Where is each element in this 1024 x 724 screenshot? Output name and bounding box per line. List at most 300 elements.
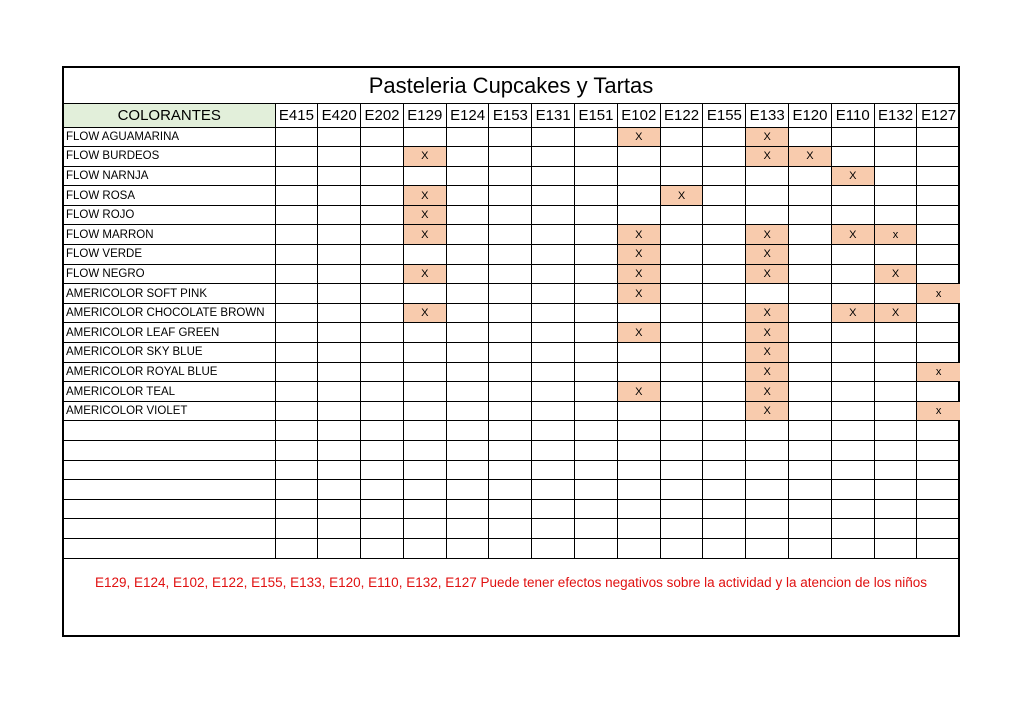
mark-cell xyxy=(789,303,832,323)
mark-cell-filled: X xyxy=(746,382,789,402)
mark-cell xyxy=(617,166,660,186)
mark-cell xyxy=(575,441,618,461)
colorant-name-cell: AMERICOLOR ROYAL BLUE xyxy=(64,362,275,382)
colorant-name-cell xyxy=(64,499,275,519)
mark-cell xyxy=(874,441,917,461)
mark-cell xyxy=(489,264,532,284)
mark-cell xyxy=(703,538,746,558)
mark-cell xyxy=(446,421,489,441)
mark-cell xyxy=(831,186,874,206)
mark-cell xyxy=(660,166,703,186)
mark-cell xyxy=(489,441,532,461)
mark-cell-filled: X xyxy=(746,245,789,265)
mark-cell xyxy=(403,421,446,441)
mark-cell xyxy=(489,284,532,304)
mark-cell xyxy=(874,538,917,558)
mark-cell xyxy=(575,264,618,284)
mark-cell xyxy=(446,303,489,323)
mark-cell xyxy=(318,284,361,304)
mark-cell xyxy=(318,264,361,284)
mark-cell xyxy=(532,441,575,461)
table-row xyxy=(64,186,960,206)
mark-cell xyxy=(575,166,618,186)
mark-cell xyxy=(532,519,575,539)
mark-cell xyxy=(789,480,832,500)
mark-cell xyxy=(617,401,660,421)
mark-cell-filled: X xyxy=(746,264,789,284)
code-header-e415: E415 xyxy=(275,104,318,127)
mark-cell xyxy=(874,401,917,421)
mark-cell xyxy=(874,245,917,265)
mark-cell xyxy=(660,147,703,167)
mark-cell xyxy=(703,284,746,304)
mark-cell xyxy=(575,127,618,147)
mark-cell xyxy=(361,127,404,147)
mark-cell xyxy=(361,225,404,245)
code-header-e202: E202 xyxy=(361,104,404,127)
mark-cell xyxy=(660,460,703,480)
mark-cell xyxy=(874,323,917,343)
mark-cell xyxy=(489,147,532,167)
mark-cell xyxy=(789,499,832,519)
mark-cell xyxy=(575,303,618,323)
mark-cell xyxy=(489,480,532,500)
mark-cell xyxy=(703,186,746,206)
mark-cell xyxy=(361,362,404,382)
colorant-name-cell: AMERICOLOR VIOLET xyxy=(64,401,275,421)
mark-cell xyxy=(275,519,318,539)
mark-cell xyxy=(575,205,618,225)
mark-cell xyxy=(361,323,404,343)
mark-cell xyxy=(874,186,917,206)
mark-cell xyxy=(660,264,703,284)
mark-cell xyxy=(703,166,746,186)
mark-cell xyxy=(403,499,446,519)
mark-cell xyxy=(275,421,318,441)
mark-cell xyxy=(874,460,917,480)
mark-cell xyxy=(575,460,618,480)
mark-cell xyxy=(917,538,960,558)
mark-cell xyxy=(489,166,532,186)
code-header-e127: E127 xyxy=(917,104,960,127)
colorant-name-cell: FLOW MARRON xyxy=(64,225,275,245)
mark-cell xyxy=(275,382,318,402)
mark-cell xyxy=(617,421,660,441)
mark-cell xyxy=(532,245,575,265)
mark-cell xyxy=(361,147,404,167)
mark-cell xyxy=(318,225,361,245)
mark-cell xyxy=(789,127,832,147)
mark-cell xyxy=(532,382,575,402)
mark-cell xyxy=(361,499,404,519)
mark-cell xyxy=(446,538,489,558)
colorant-name-cell: FLOW ROJO xyxy=(64,205,275,225)
mark-cell xyxy=(275,186,318,206)
mark-cell xyxy=(318,343,361,363)
mark-cell xyxy=(660,441,703,461)
mark-cell xyxy=(532,264,575,284)
mark-cell xyxy=(917,441,960,461)
table-row xyxy=(64,421,960,441)
mark-cell xyxy=(917,147,960,167)
colorant-name-cell: FLOW NARNJA xyxy=(64,166,275,186)
mark-cell xyxy=(831,519,874,539)
mark-cell xyxy=(275,205,318,225)
mark-cell xyxy=(446,499,489,519)
colorants-table xyxy=(64,104,960,559)
mark-cell xyxy=(575,284,618,304)
mark-cell xyxy=(660,401,703,421)
mark-cell xyxy=(831,323,874,343)
mark-cell xyxy=(446,460,489,480)
mark-cell xyxy=(489,343,532,363)
mark-cell xyxy=(446,382,489,402)
mark-cell xyxy=(789,382,832,402)
colorantes-header: COLORANTES xyxy=(64,104,275,127)
mark-cell xyxy=(275,245,318,265)
mark-cell-filled: X xyxy=(403,205,446,225)
mark-cell xyxy=(361,186,404,206)
mark-cell xyxy=(275,264,318,284)
mark-cell xyxy=(917,382,960,402)
table-row xyxy=(64,499,960,519)
mark-cell xyxy=(361,480,404,500)
mark-cell-filled: X xyxy=(617,323,660,343)
table-row xyxy=(64,147,960,167)
mark-cell xyxy=(874,147,917,167)
mark-cell xyxy=(660,205,703,225)
mark-cell xyxy=(917,186,960,206)
table-row xyxy=(64,264,960,284)
mark-cell-filled: X xyxy=(746,303,789,323)
mark-cell-filled: X xyxy=(617,284,660,304)
mark-cell xyxy=(446,225,489,245)
mark-cell xyxy=(789,538,832,558)
mark-cell xyxy=(446,480,489,500)
mark-cell xyxy=(660,225,703,245)
mark-cell xyxy=(318,382,361,402)
mark-cell-filled: X xyxy=(617,382,660,402)
mark-cell xyxy=(532,225,575,245)
mark-cell xyxy=(318,147,361,167)
mark-cell xyxy=(361,343,404,363)
table-row xyxy=(64,538,960,558)
mark-cell xyxy=(532,460,575,480)
mark-cell xyxy=(575,499,618,519)
mark-cell xyxy=(617,499,660,519)
mark-cell xyxy=(703,460,746,480)
mark-cell-filled: X xyxy=(617,264,660,284)
mark-cell xyxy=(575,480,618,500)
mark-cell xyxy=(660,343,703,363)
mark-cell xyxy=(361,421,404,441)
mark-cell xyxy=(874,421,917,441)
table-row xyxy=(64,225,960,245)
mark-cell xyxy=(275,480,318,500)
mark-cell xyxy=(789,245,832,265)
mark-cell xyxy=(874,362,917,382)
mark-cell xyxy=(489,382,532,402)
mark-cell-filled: X xyxy=(403,225,446,245)
mark-cell xyxy=(489,186,532,206)
mark-cell xyxy=(318,401,361,421)
mark-cell xyxy=(789,362,832,382)
table-row xyxy=(64,441,960,461)
mark-cell xyxy=(361,303,404,323)
mark-cell xyxy=(617,186,660,206)
mark-cell xyxy=(575,343,618,363)
mark-cell xyxy=(789,460,832,480)
mark-cell xyxy=(318,480,361,500)
mark-cell xyxy=(446,323,489,343)
mark-cell xyxy=(617,441,660,461)
mark-cell xyxy=(617,205,660,225)
mark-cell xyxy=(403,362,446,382)
mark-cell xyxy=(275,303,318,323)
mark-cell xyxy=(703,127,746,147)
mark-cell xyxy=(789,186,832,206)
mark-cell xyxy=(361,166,404,186)
mark-cell xyxy=(403,166,446,186)
mark-cell xyxy=(917,166,960,186)
mark-cell xyxy=(874,382,917,402)
mark-cell xyxy=(703,362,746,382)
mark-cell xyxy=(660,382,703,402)
mark-cell xyxy=(831,460,874,480)
mark-cell xyxy=(789,225,832,245)
mark-cell xyxy=(489,323,532,343)
mark-cell xyxy=(361,519,404,539)
mark-cell xyxy=(275,538,318,558)
colorant-name-cell: FLOW BURDEOS xyxy=(64,147,275,167)
mark-cell xyxy=(446,205,489,225)
mark-cell xyxy=(318,499,361,519)
mark-cell xyxy=(575,147,618,167)
mark-cell xyxy=(446,264,489,284)
mark-cell xyxy=(874,127,917,147)
mark-cell xyxy=(489,205,532,225)
mark-cell xyxy=(746,205,789,225)
mark-cell xyxy=(660,519,703,539)
mark-cell xyxy=(831,127,874,147)
mark-cell xyxy=(660,499,703,519)
mark-cell-filled: X xyxy=(403,186,446,206)
mark-cell xyxy=(831,362,874,382)
mark-cell xyxy=(703,441,746,461)
mark-cell xyxy=(318,421,361,441)
mark-cell xyxy=(446,343,489,363)
mark-cell xyxy=(446,166,489,186)
mark-cell-filled: X xyxy=(831,303,874,323)
mark-cell xyxy=(532,147,575,167)
mark-cell xyxy=(361,538,404,558)
mark-cell xyxy=(617,480,660,500)
mark-cell xyxy=(403,519,446,539)
mark-cell-filled: X xyxy=(874,264,917,284)
colorant-name-cell: AMERICOLOR TEAL xyxy=(64,382,275,402)
mark-cell xyxy=(575,382,618,402)
mark-cell xyxy=(703,264,746,284)
mark-cell xyxy=(318,127,361,147)
code-header-e132: E132 xyxy=(874,104,917,127)
mark-cell xyxy=(532,205,575,225)
table-row xyxy=(64,166,960,186)
mark-cell xyxy=(575,538,618,558)
mark-cell xyxy=(831,264,874,284)
mark-cell xyxy=(874,284,917,304)
mark-cell xyxy=(703,421,746,441)
table-row xyxy=(64,382,960,402)
mark-cell xyxy=(617,362,660,382)
mark-cell xyxy=(275,147,318,167)
mark-cell xyxy=(575,186,618,206)
mark-cell xyxy=(789,264,832,284)
mark-cell-filled: X xyxy=(831,166,874,186)
mark-cell xyxy=(917,245,960,265)
table-header-row xyxy=(64,104,960,127)
mark-cell xyxy=(831,147,874,167)
mark-cell xyxy=(831,421,874,441)
table-row xyxy=(64,362,960,382)
mark-cell xyxy=(746,499,789,519)
mark-cell xyxy=(746,186,789,206)
mark-cell xyxy=(746,166,789,186)
mark-cell xyxy=(831,538,874,558)
mark-cell xyxy=(703,401,746,421)
code-header-e155: E155 xyxy=(703,104,746,127)
code-header-e122: E122 xyxy=(660,104,703,127)
mark-cell xyxy=(403,382,446,402)
mark-cell xyxy=(446,519,489,539)
mark-cell xyxy=(660,303,703,323)
mark-cell xyxy=(318,303,361,323)
mark-cell xyxy=(917,343,960,363)
mark-cell xyxy=(532,303,575,323)
mark-cell xyxy=(446,186,489,206)
mark-cell xyxy=(489,538,532,558)
code-header-e102: E102 xyxy=(617,104,660,127)
code-header-e131: E131 xyxy=(532,104,575,127)
mark-cell xyxy=(489,225,532,245)
mark-cell-filled: X xyxy=(660,186,703,206)
mark-cell xyxy=(489,127,532,147)
mark-cell xyxy=(403,441,446,461)
mark-cell xyxy=(703,303,746,323)
mark-cell xyxy=(831,480,874,500)
mark-cell xyxy=(617,303,660,323)
mark-cell xyxy=(575,519,618,539)
mark-cell xyxy=(917,460,960,480)
table-row xyxy=(64,460,960,480)
mark-cell xyxy=(789,401,832,421)
mark-cell xyxy=(703,225,746,245)
mark-cell xyxy=(403,401,446,421)
mark-cell xyxy=(489,460,532,480)
mark-cell-filled: X xyxy=(403,303,446,323)
mark-cell xyxy=(361,205,404,225)
table-row xyxy=(64,519,960,539)
mark-cell xyxy=(489,499,532,519)
mark-cell xyxy=(403,343,446,363)
mark-cell-filled: X xyxy=(617,245,660,265)
mark-cell xyxy=(660,538,703,558)
mark-cell xyxy=(532,480,575,500)
mark-cell xyxy=(318,245,361,265)
mark-cell xyxy=(831,343,874,363)
mark-cell-filled: x xyxy=(917,284,960,304)
colorant-name-cell: FLOW VERDE xyxy=(64,245,275,265)
mark-cell xyxy=(361,264,404,284)
mark-cell xyxy=(318,323,361,343)
mark-cell xyxy=(874,166,917,186)
code-header-e151: E151 xyxy=(575,104,618,127)
table-row xyxy=(64,284,960,304)
mark-cell xyxy=(789,284,832,304)
mark-cell-filled: X xyxy=(617,127,660,147)
mark-cell xyxy=(746,460,789,480)
mark-cell xyxy=(660,127,703,147)
mark-cell xyxy=(917,303,960,323)
mark-cell xyxy=(617,538,660,558)
mark-cell xyxy=(746,441,789,461)
mark-cell xyxy=(660,480,703,500)
mark-cell xyxy=(532,343,575,363)
mark-cell xyxy=(575,401,618,421)
mark-cell xyxy=(532,166,575,186)
mark-cell-filled: X xyxy=(746,323,789,343)
mark-cell xyxy=(746,421,789,441)
mark-cell xyxy=(275,127,318,147)
mark-cell xyxy=(275,460,318,480)
mark-cell xyxy=(403,284,446,304)
mark-cell xyxy=(532,127,575,147)
mark-cell xyxy=(874,499,917,519)
mark-cell-filled: X xyxy=(403,264,446,284)
mark-cell xyxy=(789,323,832,343)
colorant-name-cell: AMERICOLOR CHOCOLATE BROWN xyxy=(64,303,275,323)
mark-cell xyxy=(318,186,361,206)
colorant-name-cell: AMERICOLOR SKY BLUE xyxy=(64,343,275,363)
mark-cell xyxy=(489,421,532,441)
mark-cell xyxy=(361,441,404,461)
mark-cell xyxy=(703,480,746,500)
mark-cell xyxy=(660,362,703,382)
table-row xyxy=(64,127,960,147)
mark-cell xyxy=(746,519,789,539)
mark-cell xyxy=(403,538,446,558)
code-header-e120: E120 xyxy=(789,104,832,127)
mark-cell xyxy=(446,362,489,382)
mark-cell xyxy=(831,441,874,461)
table-row xyxy=(64,401,960,421)
mark-cell xyxy=(703,382,746,402)
mark-cell xyxy=(403,480,446,500)
mark-cell xyxy=(831,205,874,225)
mark-cell xyxy=(318,519,361,539)
mark-cell xyxy=(275,401,318,421)
mark-cell xyxy=(318,166,361,186)
code-header-e124: E124 xyxy=(446,104,489,127)
code-header-e110: E110 xyxy=(831,104,874,127)
mark-cell-filled: x xyxy=(917,401,960,421)
table-row xyxy=(64,343,960,363)
mark-cell xyxy=(318,362,361,382)
mark-cell xyxy=(489,519,532,539)
mark-cell xyxy=(660,421,703,441)
mark-cell-filled: X xyxy=(746,225,789,245)
mark-cell-filled: X xyxy=(746,362,789,382)
mark-cell xyxy=(532,499,575,519)
